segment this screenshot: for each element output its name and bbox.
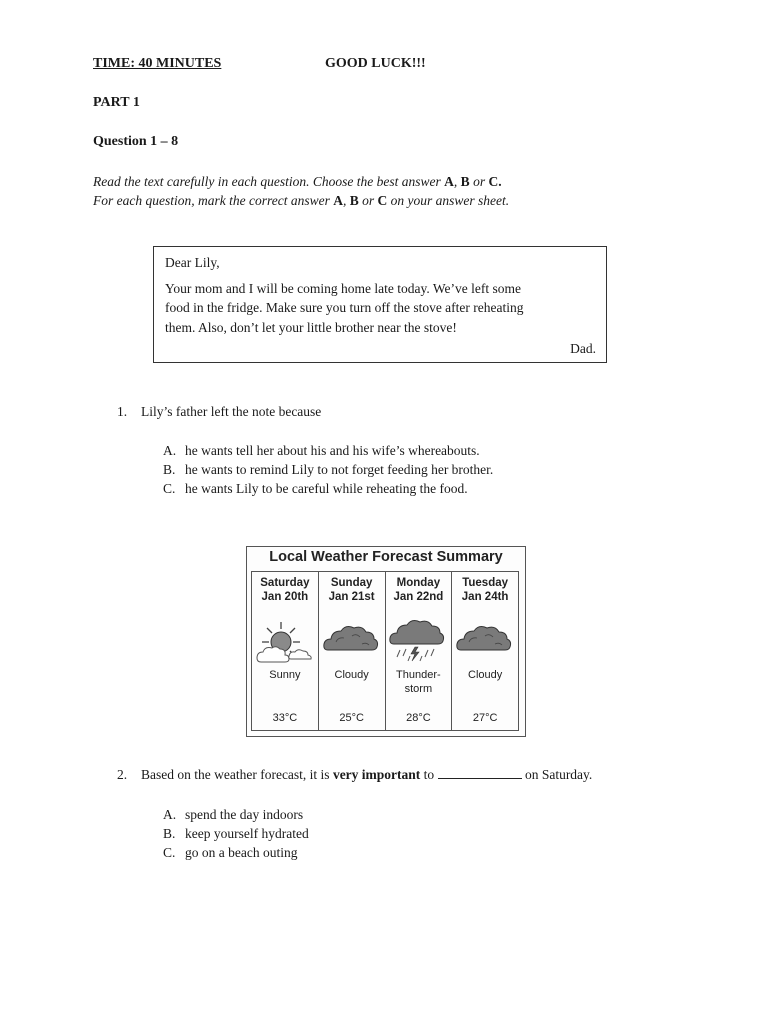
stem-emphasis: very important xyxy=(332,767,421,782)
instr-letter-c: C. xyxy=(488,174,502,189)
weather-condition: Cloudy xyxy=(468,669,503,681)
instr-letter-b: B xyxy=(460,174,470,189)
weather-temperature: 27°C xyxy=(472,712,498,724)
weather-day-saturday xyxy=(252,572,319,730)
weather-day-tuesday xyxy=(452,572,518,730)
thunderstorm-icon xyxy=(388,620,448,667)
instructions-line-1 xyxy=(93,172,509,191)
instr-or: or xyxy=(358,193,378,208)
condition-line: Thunder- xyxy=(396,669,441,681)
option-text: go on a beach outing xyxy=(185,845,298,860)
sun-cloud-icon xyxy=(255,620,315,667)
weather-day-label xyxy=(252,576,318,604)
note-signature: Dad. xyxy=(570,340,596,356)
weather-forecast-table xyxy=(246,546,526,737)
option-letter: A. xyxy=(163,443,177,458)
weather-title: Local Weather Forecast Summary xyxy=(269,549,503,565)
option-text: keep yourself hydrated xyxy=(185,826,309,841)
option-letter: A. xyxy=(163,807,177,822)
weather-day-label xyxy=(319,576,385,604)
good-luck-heading: GOOD LUCK!!! xyxy=(325,56,426,71)
question-1-stem: Lily’s father left the note because xyxy=(141,404,322,419)
condition-line: storm xyxy=(404,683,433,695)
stem-text: to xyxy=(420,767,438,782)
q1-option-b[interactable] xyxy=(163,460,493,480)
day-name: Sunday xyxy=(330,577,373,589)
note-box xyxy=(153,246,607,363)
option-text: he wants tell her about his and his wife’s whereabouts. xyxy=(185,443,480,458)
weather-day-label xyxy=(386,576,452,604)
q1-option-c[interactable] xyxy=(163,479,468,499)
option-letter: B. xyxy=(163,826,176,841)
instr-letter-a: A xyxy=(444,174,454,189)
option-letter: C. xyxy=(163,845,176,860)
instructions-line-2 xyxy=(93,191,509,210)
time-limit-heading: TIME: 40 MINUTES xyxy=(93,56,222,71)
weather-condition: Cloudy xyxy=(334,669,369,681)
instr-text: For each question, mark the correct answer xyxy=(93,193,334,208)
note-body-line: them. Also, don’t let your little brother near the stove! xyxy=(165,319,457,335)
question-range-heading: Question 1 – 8 xyxy=(93,134,179,149)
weather-temperature: 33°C xyxy=(272,712,298,724)
question-2-number: 2. xyxy=(117,767,128,782)
instr-text-end: on your answer sheet. xyxy=(387,193,510,208)
cloud-icon xyxy=(455,620,515,663)
day-date: Jan 24th xyxy=(461,591,509,603)
stem-text: Based on the weather forecast, it is xyxy=(141,767,333,782)
option-text: he wants to remind Lily to not forget feeding her brother. xyxy=(185,462,494,477)
question-2-stem xyxy=(141,767,592,783)
instructions xyxy=(93,172,509,210)
q2-option-a[interactable] xyxy=(163,805,303,825)
question-1-number: 1. xyxy=(117,404,128,419)
weather-day-monday xyxy=(386,572,453,730)
instr-letter-c: C xyxy=(377,193,388,208)
weather-grid xyxy=(251,571,519,731)
instr-or: or xyxy=(469,174,489,189)
weather-condition xyxy=(386,668,452,696)
note-greeting: Dear Lily, xyxy=(165,255,220,270)
day-name: Monday xyxy=(396,577,441,589)
note-body-line: food in the fridge. Make sure you turn off the stove after reheating xyxy=(165,300,524,315)
day-date: Jan 21st xyxy=(328,591,375,603)
instr-sep: , xyxy=(342,193,350,208)
instr-letter-a: A xyxy=(333,193,343,208)
day-date: Jan 20th xyxy=(261,591,309,603)
option-text: spend the day indoors xyxy=(185,807,304,822)
instr-letter-b: B xyxy=(349,193,359,208)
weather-temperature: 25°C xyxy=(339,712,364,724)
option-text: he wants Lily to be careful while reheating the food. xyxy=(185,481,468,496)
day-name: Tuesday xyxy=(462,577,509,589)
weather-condition: Sunny xyxy=(269,669,301,681)
note-body-line: Your mom and I will be coming home late today. We’ve left some xyxy=(165,280,521,296)
answer-blank[interactable] xyxy=(438,768,522,779)
day-date: Jan 22nd xyxy=(393,591,444,603)
cloud-icon xyxy=(322,620,382,663)
weather-day-sunday xyxy=(319,572,386,730)
q1-option-a[interactable] xyxy=(163,441,480,461)
instr-sep: , xyxy=(453,174,461,189)
instr-text: Read the text carefully in each question. Choose the best answer xyxy=(93,174,445,189)
option-letter: B. xyxy=(163,462,176,477)
weather-temperature: 28°C xyxy=(406,712,431,724)
q2-option-c[interactable] xyxy=(163,843,297,863)
part-heading: PART 1 xyxy=(93,95,140,110)
day-name: Saturday xyxy=(260,577,310,589)
option-letter: C. xyxy=(163,481,176,496)
stem-text: on Saturday. xyxy=(521,767,593,782)
q2-option-b[interactable] xyxy=(163,824,309,844)
weather-day-label xyxy=(452,576,518,604)
